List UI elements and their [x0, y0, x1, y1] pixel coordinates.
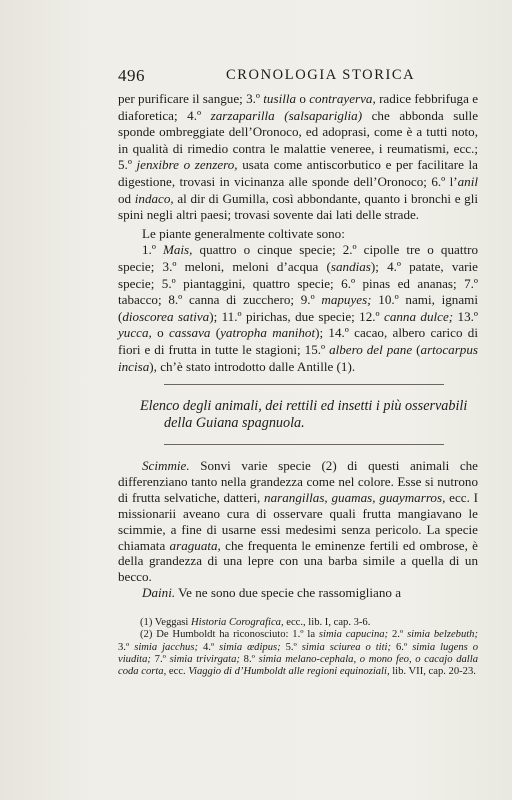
text-run: quattro o cinque specie; 2.º cipolle tre o quattro specie; 3.º meloni, meloni d’acqua ( [118, 242, 479, 274]
text-run: simia belzebuth; [407, 629, 479, 641]
text-run: simia lugens o viudita; [118, 641, 479, 665]
text-run: sandias [330, 258, 371, 274]
paragraph-medicinal-plants [118, 91, 478, 224]
text-run: jenxibre o zenzero, [136, 157, 238, 173]
text-run: simia melano-cephala, o mono feo, o cacajo dalla coda corta, [118, 653, 478, 678]
text-run: dioscorea sativa [122, 308, 210, 324]
text-run: ( [210, 325, 221, 341]
text-run: ecc. I missionarii aveano cura di osservare quali frutta mangiavano le scimmie, a fine di usarne essi medesimi senza pericolo. La specie chiamata [118, 489, 478, 553]
text-run: 5.º [280, 641, 302, 653]
text-run: simia jacchus; [134, 641, 199, 653]
text-run: o [296, 91, 310, 106]
paragraph-deer [118, 585, 478, 601]
text-run: 6.º [391, 641, 413, 653]
text-run: radice febbrifuga e diaforetica; 4.º [118, 91, 479, 123]
entry-term: Daini. [142, 585, 176, 601]
text-run: yucca, [118, 325, 152, 341]
text-run: (1) Veggasi [140, 617, 191, 628]
text-run: Sonvi varie specie (2) di questi animali che differenziano tanto nella grandezza come nel colore. Esse si nutrono di frutta selvatiche, datteri, [118, 458, 478, 505]
section-heading-line-2: della Guiana spagnuola. [164, 415, 305, 431]
text-run: al dir di Gumilla, così abbondante, quanto i bronchi e gli spini negli altri paesi; trovasi sovente dai lati delle strade. [118, 190, 478, 223]
text-run: simia sciurea o titi; [301, 641, 392, 653]
text-run: anil [457, 173, 478, 189]
page-header [118, 66, 478, 88]
text-run: 2.º [388, 629, 408, 641]
paragraph-cultivated-intro: Le piante generalmente coltivate sono: [142, 225, 345, 241]
text-run: lib. VII, cap. 20-23. [389, 666, 476, 678]
text-run: mapuyes; [321, 292, 372, 308]
text-run: ), ch’è stato introdotto dalle Antille (1). [149, 358, 356, 374]
text-run: ecc., lib. I, cap. 3-6. [283, 617, 371, 628]
paragraph-cultivated-list [118, 242, 478, 375]
section-rule-top [164, 384, 444, 385]
text-run: ); 4.º patate, varie specie; 5.º piantaggini, quattro specie; 6.º pinas ed ananas; 7.º tabacco; 8.º canna di zucchero; 9.º [118, 258, 478, 308]
animals-text [118, 458, 478, 601]
text-run: 4.º [198, 641, 220, 653]
text-run: ); 14.º cacao, albero carico di fiori e di frutta in tutte le stagioni; 15.º [118, 325, 478, 357]
text-run: zarzaparilla (salsapariglia) [210, 107, 363, 123]
text-run: che abbonda sulle sponde ombreggiate dell’Oronoco, ed adoprasi, come è a tutti noto, in qualità di rimedio contra le malattie veneree, i reumatismi, ecc.; 5.º [118, 107, 478, 173]
text-run: (2) De Humboldt ha riconosciuto: 1.º la [140, 629, 319, 641]
section-heading-line-1: Elenco degli animali, dei rettili ed insetti i più osservabili [140, 398, 468, 414]
text-run: 8.º [239, 653, 259, 665]
body-text [118, 91, 478, 375]
text-run: 3.º [118, 641, 135, 653]
text-run: Historia Corografica, [191, 617, 284, 628]
text-run: yatropha manihot [220, 325, 316, 341]
text-run: Viaggio di d’Humboldt alle regioni equinoziali, [188, 666, 390, 678]
text-run: Ve ne sono due specie che rassomigliano a [175, 585, 402, 601]
text-run: tusilla [263, 91, 297, 106]
text-run: albero del pane [329, 341, 413, 357]
text-run: narangillas, guamas, guaymarros, [264, 489, 446, 505]
text-run: artocarpus incisa [118, 341, 478, 374]
text-run: ); 11.º pirichas, due specie; 12.º [209, 308, 385, 324]
text-run: araguata, [169, 537, 221, 553]
section-heading [140, 398, 478, 432]
text-run: simia œdipus; [219, 641, 281, 653]
running-title: CRONOLOGIA STORICA [226, 67, 416, 83]
text-run: contrayerva, [309, 91, 376, 106]
text-run: per purificare il sangue; 3.º [118, 91, 264, 106]
footnotes [118, 617, 478, 678]
text-run: ( [412, 341, 421, 357]
paragraph-monkeys [118, 458, 478, 585]
text-run: simia trivirgata; [169, 653, 240, 665]
text-run: ecc. [166, 666, 189, 678]
text-run: cassava [168, 325, 211, 341]
text-run: Mais, [162, 242, 193, 258]
footnote-2 [118, 629, 478, 678]
text-run: 1.º [142, 242, 163, 258]
entry-term: Scimmie. [142, 458, 190, 473]
text-run: od [118, 190, 135, 206]
text-run: simia capucina; [318, 629, 389, 641]
text-run: canna dulce; [384, 308, 454, 324]
section-rule-bottom [164, 444, 444, 445]
text-run: o [151, 325, 169, 341]
text-run: usata come antiscorbutico e per facilitare la digestione, trovasi in vicinanza alle sponde dell’Oronoco; 6.º l’ [118, 157, 478, 189]
text-run: 10.º nami, ignami ( [118, 292, 478, 324]
text-run: 13.º [453, 308, 478, 324]
text-run: che frequenta le eminenze fertili ed ombrose, è della grandezza di una lepre con una barba simile a quella di un becco. [118, 537, 478, 585]
footnote-1 [118, 617, 478, 629]
page-number: 496 [118, 66, 145, 85]
text-run: indaco, [134, 190, 174, 206]
text-run: 7.º [150, 653, 170, 665]
